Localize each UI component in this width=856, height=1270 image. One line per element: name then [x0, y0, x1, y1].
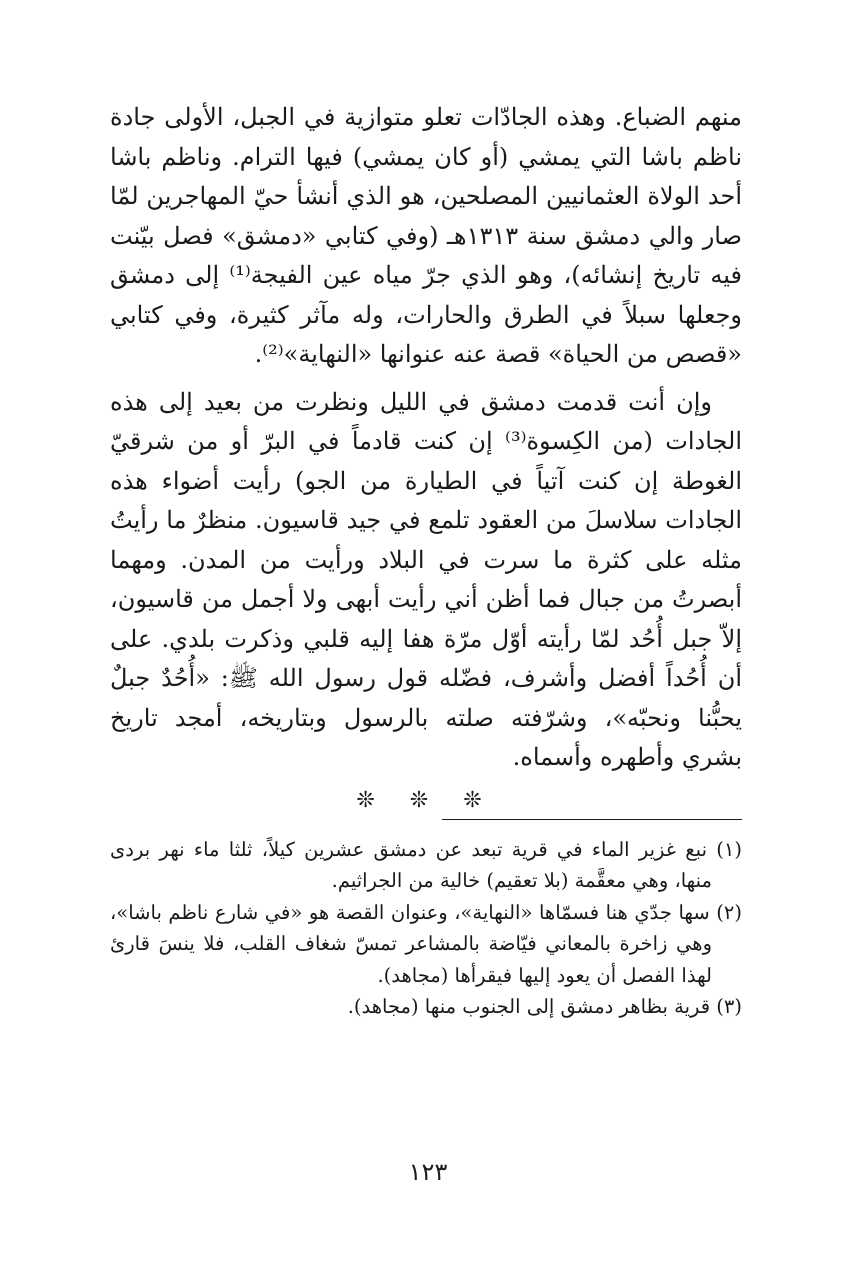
body-paragraph-2: وإن أنت قدمت دمشق في الليل ونظرت من بعيد إلى هذه الجادات (من الكِسوة⁽³⁾ إن كنت قادماً في البرّ أو من شرقيّ الغوطة إن كنت آتياً في الطيارة من الجو) رأيت أضواء هذه الجادات سلاسلَ من العقود تلمع في جيد قاسيون. منظرٌ ما رأيتُ مثله على كثرة ما سرت في البلاد ورأيت من المدن. ومهما أبصرتُ من جبال فما أظن أني رأيت أبهى ولا أجمل من قاسيون، إلاّ جبل أُحُد لمّا رأيته أوّل مرّة هفا إليه قلبي وذكرت بلدي. على أن أُحُداً أفضل وأشرف، فضّله قول رسول الله ﷺ: «أُحُدٌ جبلٌ يحبُّنا ونحبّه»، وشرّفته صلته بالرسول وبتاريخه، أمجد تاريخ بشري وأطهره وأسماه.	[110, 387, 742, 771]
footnote-divider	[442, 819, 742, 820]
page-number: ١٢٣	[408, 1158, 448, 1186]
section-separator: ❊ ❊ ❊	[356, 787, 496, 813]
footnote-2: (٢) سها جدّي هنا فسمّاها «النهاية»، وعنوان القصة هو «في شارع ناظم باشا»، وهي زاخرة بالمعاني فيّاضة بالمشاعر تمسّ شغاف القلب، فلا ينسَ قارئ لهذا الفصل أن يعود إليها فيقرأها (مجاهد).	[110, 900, 742, 987]
footnote-1: (١) نبع غزير الماء في قرية تبعد عن دمشق عشرين كيلاً، ثلثا ماء نهر بردى منها، وهي معقَّمة (بلا تعقيم) خالية من الجراثيم.	[110, 837, 742, 892]
body-paragraph-1: منهم الضباع. وهذه الجادّات تعلو متوازية في الجبل، الأولى جادة ناظم باشا التي يمشي (أو كان يمشي) فيها الترام. وناظم باشا أحد الولاة العثمانيين المصلحين، هو الذي أنشأ حيّ المهاجرين لمّا صار والي دمشق سنة ١٣١٣هـ (وفي كتابي «دمشق» فصل بيّنت فيه تاريخ إنشائه)، وهو الذي جرّ مياه عين الفيجة⁽¹⁾ إلى دمشق وجعلها سبلاً في الطرق والحارات، وله مآثر كثيرة، وفي كتابي «قصص من الحياة» قصة عنه عنوانها «النهاية»⁽²⁾.	[110, 103, 742, 368]
footnote-3: (٣) قرية بظاهر دمشق إلى الجنوب منها (مجاهد).	[347, 995, 742, 1018]
book-page	[110, 98, 742, 1023]
footnotes-list	[110, 834, 742, 1023]
